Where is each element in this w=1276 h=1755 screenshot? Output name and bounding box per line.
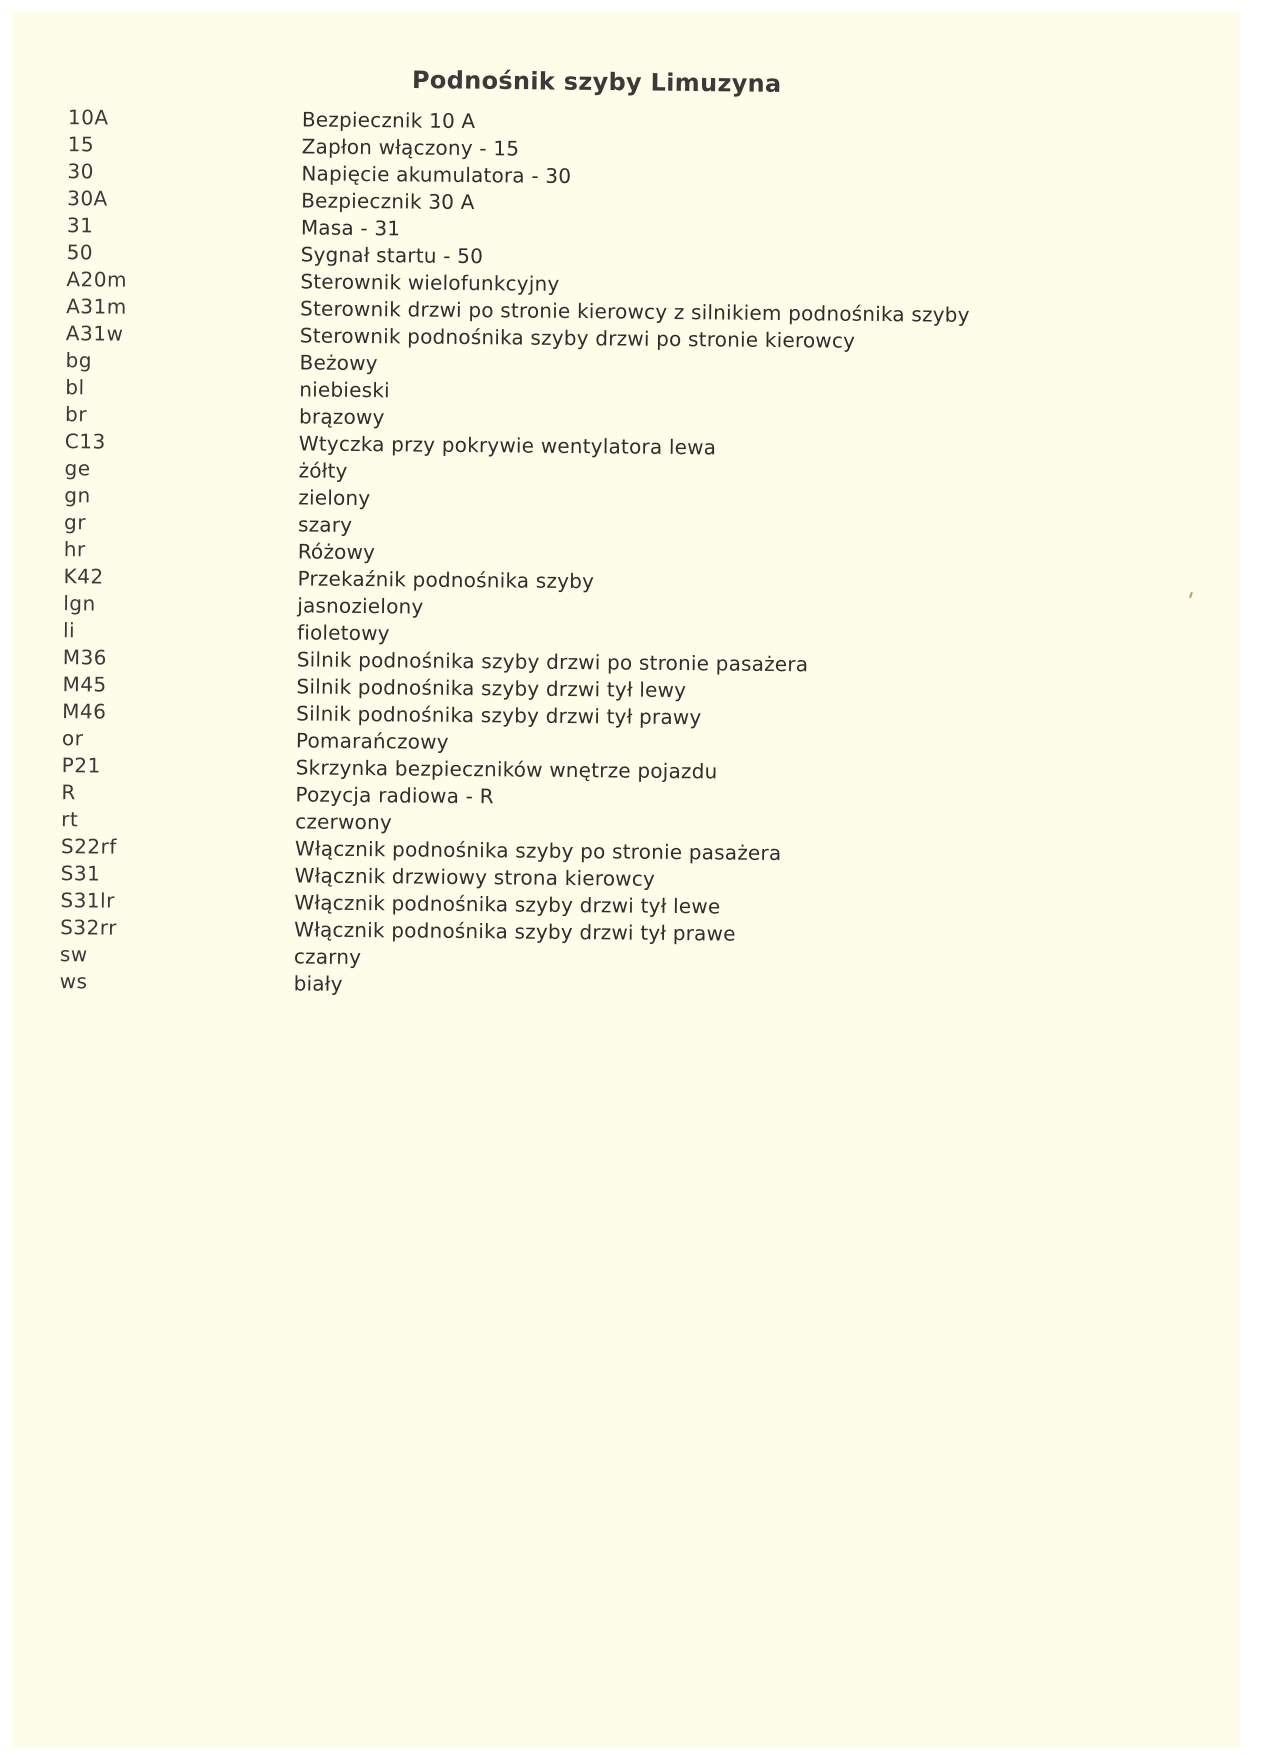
legend-code: br — [64, 402, 88, 427]
legend-description: czarny — [293, 944, 362, 970]
document-page — [12, 12, 1240, 1747]
legend-description: Napięcie akumulatora - 30 — [301, 161, 572, 188]
legend-code: ws — [59, 969, 88, 994]
legend-code: sw — [59, 942, 88, 967]
legend-description: szary — [297, 512, 353, 537]
legend-code: bg — [65, 348, 93, 373]
legend-code: S22rf — [60, 834, 117, 859]
legend-code: P21 — [61, 753, 101, 778]
legend-code: K42 — [63, 564, 104, 589]
legend-description: Bezpiecznik 30 A — [301, 188, 475, 215]
legend-code: 10A — [67, 105, 109, 130]
legend-description: niebieski — [299, 377, 390, 403]
legend-code: lgn — [63, 591, 96, 616]
legend-code: gr — [63, 510, 87, 535]
legend-code: A31m — [66, 294, 127, 319]
legend-code: ge — [64, 456, 91, 481]
legend-description: Masa - 31 — [300, 215, 401, 241]
legend-description: Sterownik podnośnika szyby drzwi po stronie kierowcy — [299, 323, 856, 353]
legend-description: Silnik podnośnika szyby drzwi po stronie pasażera — [296, 647, 809, 677]
legend-code: 15 — [67, 132, 95, 157]
legend-description: Pomarańczowy — [295, 728, 449, 754]
legend-code: or — [61, 726, 84, 751]
legend-code: rt — [61, 807, 79, 832]
legend-description: Zapłon włączony - 15 — [301, 134, 520, 161]
legend-description: Sterownik wielofunkcyjny — [300, 269, 560, 296]
legend-description: Wtyczka przy pokrywie wentylatora lewa — [298, 431, 717, 460]
legend-code: M46 — [62, 699, 107, 724]
legend-description: Włącznik podnośnika szyby drzwi tył prawe — [294, 917, 736, 946]
legend-description: Włącznik podnośnika szyby drzwi tył lewe — [294, 890, 721, 919]
legend-description: Włącznik podnośnika szyby po stronie pasażera — [294, 836, 782, 866]
legend-description: Różowy — [297, 539, 376, 565]
legend-code: li — [62, 618, 76, 643]
legend-description: Beżowy — [299, 350, 378, 376]
legend-code: S31 — [60, 861, 101, 886]
page-title: Podnośnik szyby Limuzyna — [411, 66, 782, 98]
legend-code: 30A — [67, 186, 108, 211]
legend-description: brązowy — [298, 404, 385, 430]
legend-code: R — [61, 780, 76, 805]
legend-code: A31w — [65, 321, 124, 346]
legend-description: jasnozielony — [297, 593, 424, 619]
legend-description: Silnik podnośnika szyby drzwi tył lewy — [296, 674, 687, 703]
legend-description: zielony — [298, 485, 371, 511]
legend-description: Włącznik drzwiowy strona kierowcy — [294, 863, 656, 891]
legend-code: C13 — [64, 429, 106, 454]
legend-code: 30 — [67, 159, 95, 184]
legend-description: Skrzynka bezpieczników wnętrze pojazdu — [295, 755, 718, 784]
legend-code: hr — [63, 537, 86, 562]
legend-code: S32rr — [60, 915, 118, 940]
legend-description: czerwony — [295, 809, 393, 835]
legend-description: fioletowy — [296, 620, 390, 646]
legend-list — [12, 12, 1240, 1747]
legend-code: S31lr — [60, 888, 115, 913]
legend-description: biały — [293, 971, 343, 996]
legend-description: Silnik podnośnika szyby drzwi tył prawy — [296, 701, 702, 730]
legend-description: Pozycja radiowa - R — [295, 782, 494, 809]
legend-code: 31 — [66, 213, 94, 238]
legend-code: gn — [64, 483, 91, 508]
legend-description: Sygnał startu - 50 — [300, 242, 484, 269]
legend-description: żółty — [298, 458, 348, 483]
legend-description: Przekaźnik podnośnika szyby — [297, 566, 595, 594]
legend-code: A20m — [66, 267, 128, 292]
legend-code: M36 — [62, 645, 108, 670]
legend-code: 50 — [66, 240, 94, 265]
legend-code: M45 — [62, 672, 107, 697]
legend-description: Sterownik drzwi po stronie kierowcy z silnikiem podnośnika szyby — [300, 296, 970, 327]
legend-description: Bezpiecznik 10 A — [301, 107, 476, 134]
legend-code: bl — [65, 375, 85, 400]
